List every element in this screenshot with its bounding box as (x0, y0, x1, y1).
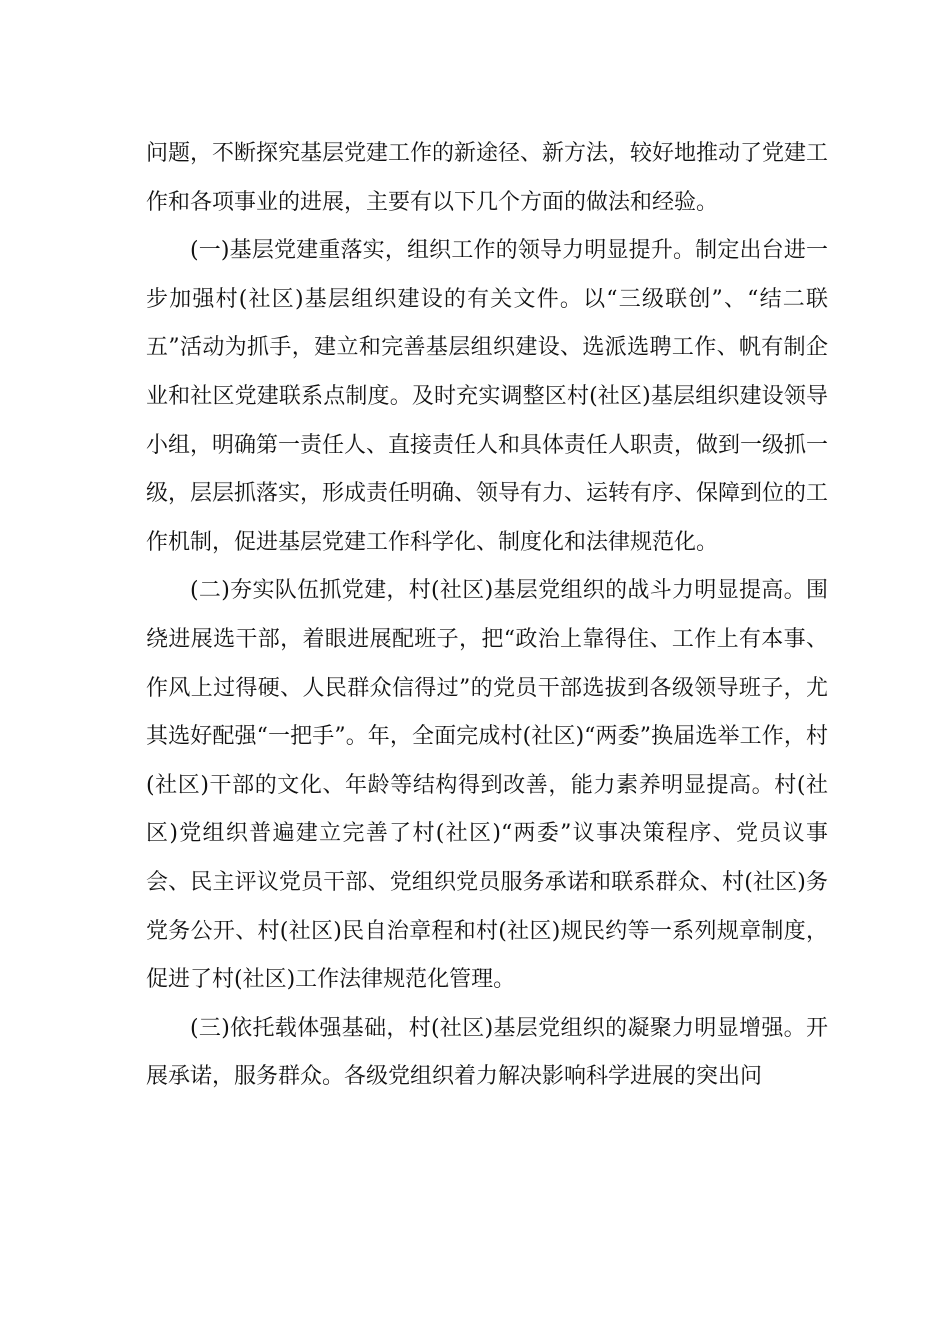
paragraph-section-1: (一)基层党建重落实，组织工作的领导力明显提升。制定出台进一步加强村(社区)基层组织建设的有关文件。以“三级联创”、“结二联五”活动为抓手，建立和完善基层组织建设、选派选聘工作、帆有制企业和社区党建联系点制度。及时充实调整区村(社区)基层组织建设领导小组，明确第一责任人、直接责任人和具体责任人职责，做到一级抓一级，层层抓落实，形成责任明确、领导有力、运转有序、保障到位的工作机制，促进基层党建工作科学化、制度化和法律规范化。 (146, 238, 829, 555)
paragraph-section-2: (二)夯实队伍抓党建，村(社区)基层党组织的战斗力明显提高。围绕进展选干部，着眼进展配班子，把“政治上靠得住、工作上有本事、作风上过得硬、人民群众信得过”的党员干部选拔到各级领导班子，尤其选好配强“一把手”。年，全面完成村(社区)“两委”换届选举工作，村(社区)干部的文化、年龄等结构得到改善，能力素养明显提高。村(社区)党组织普遍建立完善了村(社区)“两委”议事决策程序、党员议事会、民主评议党员干部、党组织党员服务承诺和联系群众、村(社区)务党务公开、村(社区)民自治章程和村(社区)规民约等一系列规章制度，促进了村(社区)工作法律规范化管理。 (146, 578, 828, 993)
paragraph-continued: 问题，不断探究基层党建工作的新途径、新方法，较好地推动了党建工作和各项事业的进展，主要有以下几个方面的做法和经验。 (146, 141, 829, 215)
document-body (146, 130, 828, 1102)
paragraph-section-3: (三)依托载体强基础，村(社区)基层党组织的凝聚力明显增强。开展承诺，服务群众。各级党组织着力解决影响科学进展的突出问 (146, 1015, 828, 1090)
